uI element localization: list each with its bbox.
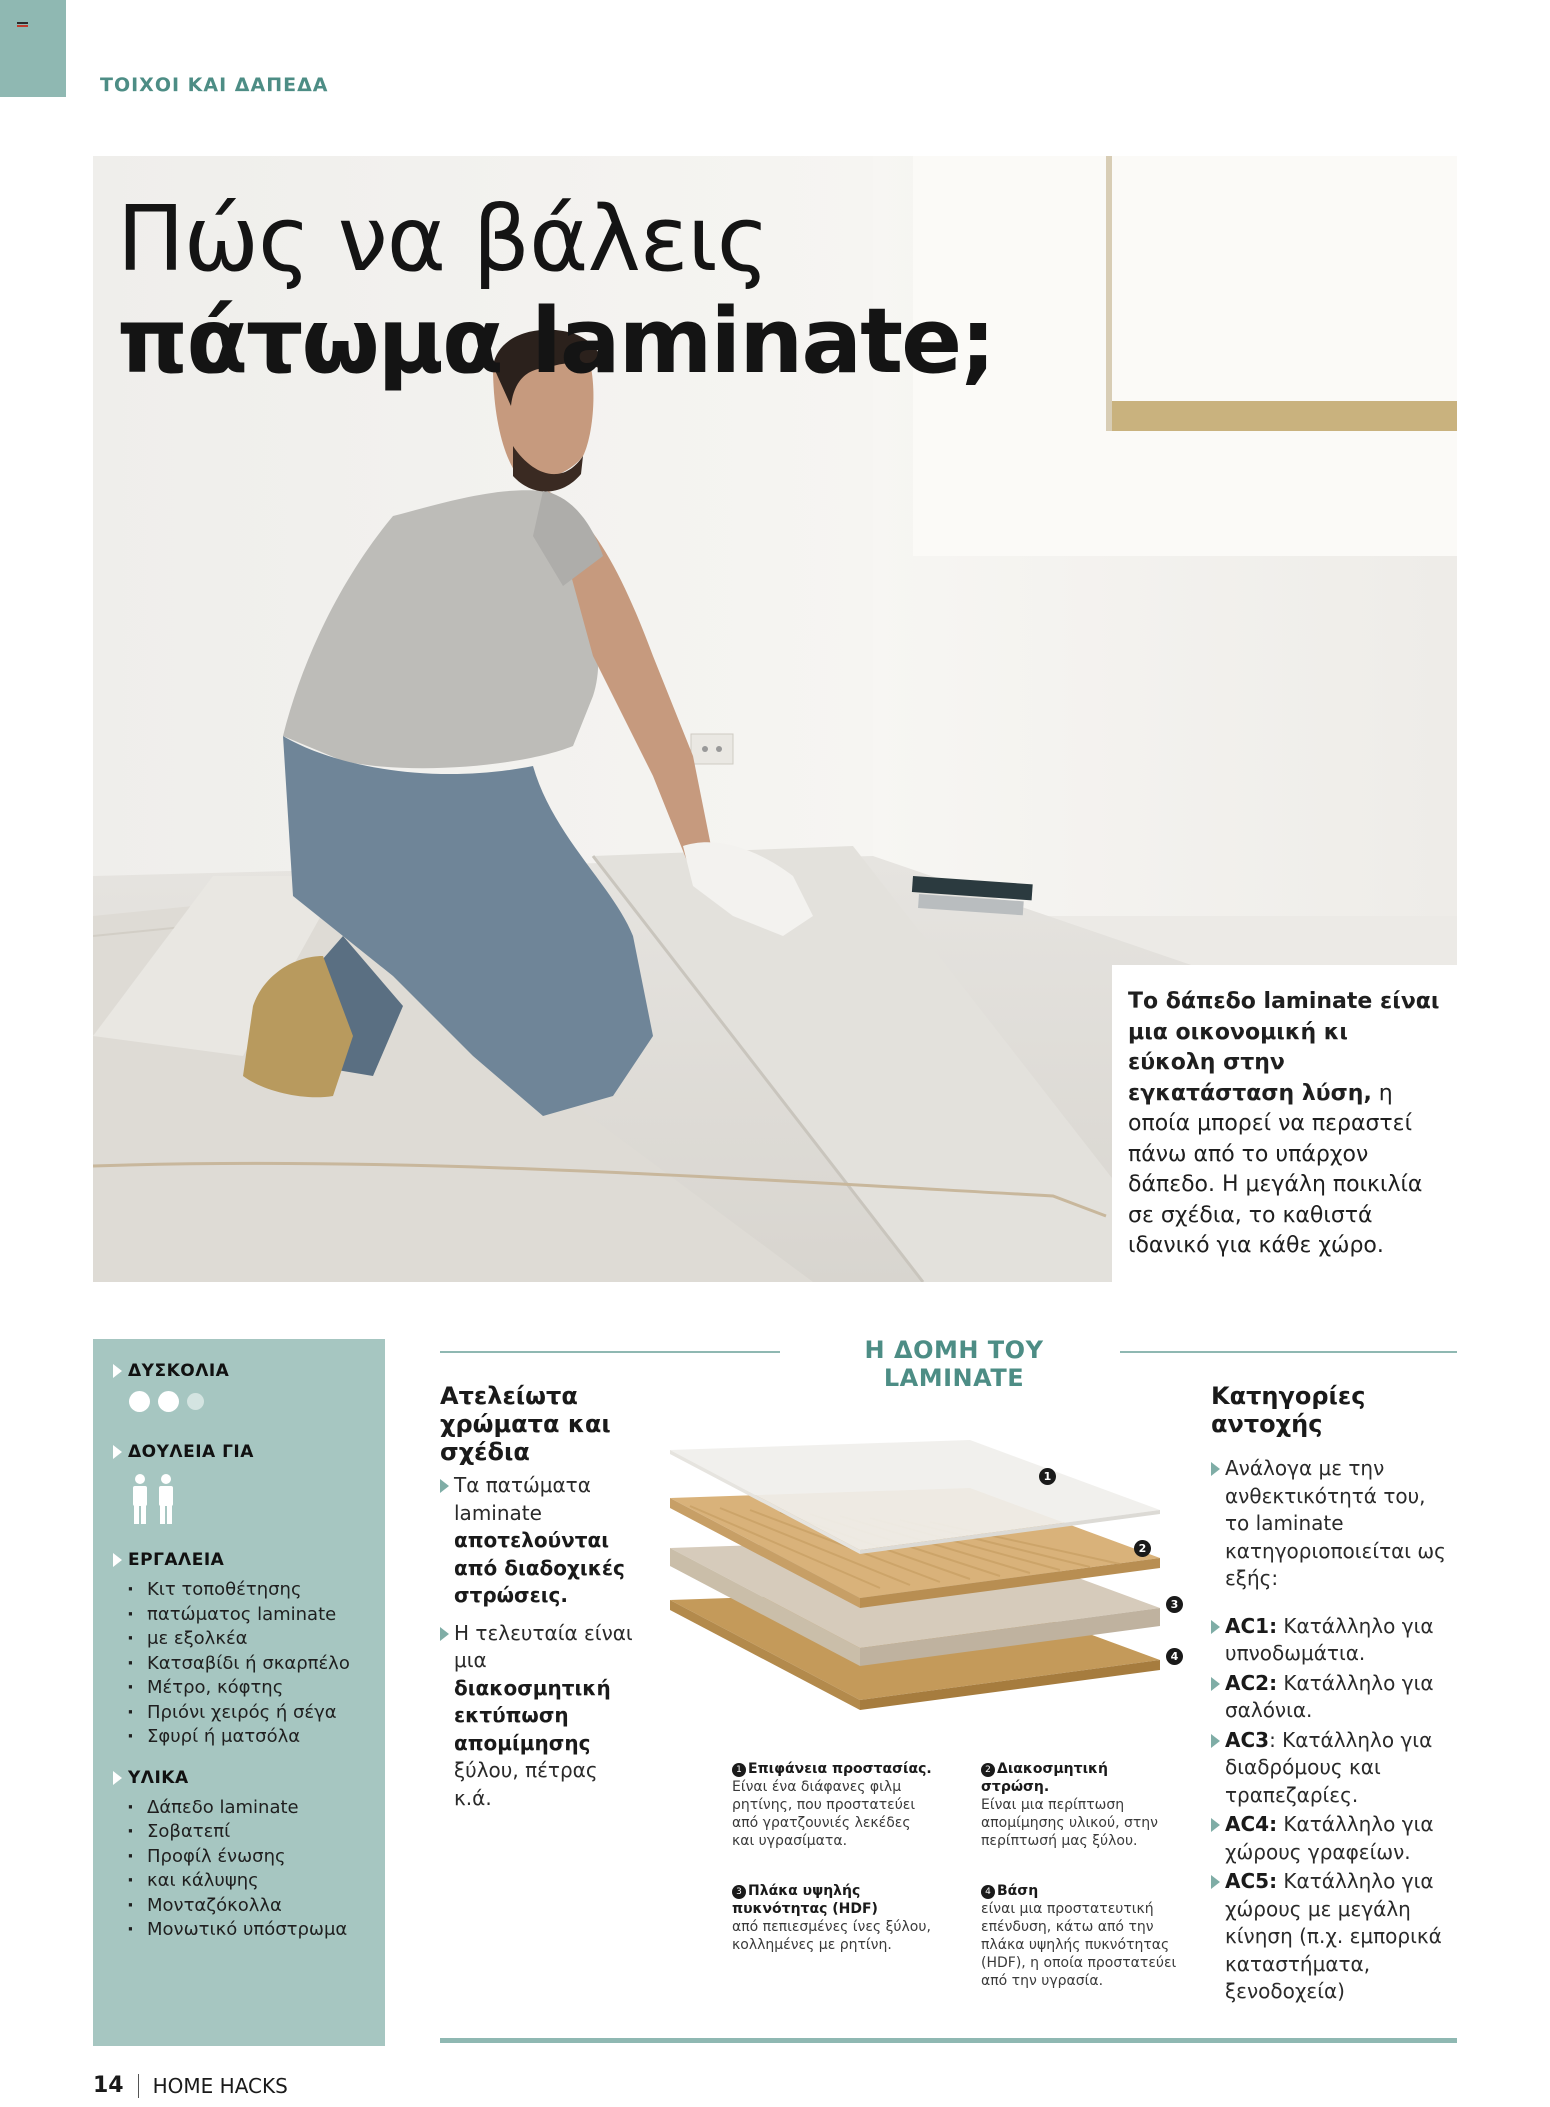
list-item: · Μονταζόκολλα: [127, 1894, 385, 1919]
caption-text: Είναι ένα διάφανες φιλμ ρητίνης, που προστατεύει από γρατζουνιές λεκέδες και υγρασίματα.: [732, 1779, 916, 1849]
bottom-rule: [440, 2038, 1457, 2043]
class-code: AC2:: [1225, 1670, 1278, 1695]
caption-title: Επιφάνεια προστασίας.: [748, 1761, 932, 1777]
class-code: AC5:: [1225, 1869, 1278, 1893]
list-item: · με εξολκέα: [127, 1627, 385, 1652]
triangle-bullet-icon: [1211, 1677, 1220, 1691]
triangle-bullet-icon: [440, 1479, 449, 1493]
sidebar-info: [93, 1339, 385, 2046]
person-icon: [131, 1474, 149, 1524]
difficulty-heading: [113, 1361, 385, 1381]
colors-text: [440, 1472, 640, 1822]
text-run: ξύλου, πέτρας κ.ά.: [454, 1758, 598, 1810]
caption-text: από πεπιεσμένες ίνες ξύλου, κολλημένες με ρητίνη.: [732, 1919, 931, 1953]
class-code: AC4:: [1225, 1812, 1278, 1836]
person-icon: [157, 1474, 175, 1524]
difficulty-dot-filled: [129, 1391, 150, 1412]
resistance-class: [1211, 1868, 1456, 2006]
triangle-bullet-icon: [113, 1771, 122, 1785]
caption-title: Διακοσμητική στρώση.: [981, 1761, 1108, 1795]
title-line-2: πάτωμα laminate;: [117, 289, 995, 394]
footer-divider: [138, 2074, 139, 2098]
caption-number: 1: [732, 1763, 746, 1777]
layer-caption-1: [732, 1760, 932, 1850]
work-for-label: ΔΟΥΛΕΙΑ ΓΙΑ: [128, 1442, 254, 1462]
layer-caption-4: [981, 1882, 1181, 1990]
list-item: · Προφίλ ένωσης: [127, 1845, 385, 1870]
page-number: 14: [93, 2073, 124, 2098]
list-item: · Δάπεδο laminate: [127, 1796, 385, 1821]
class-code: AC1:: [1225, 1613, 1278, 1638]
caption-number: 4: [981, 1885, 995, 1899]
difficulty-dot-filled: [158, 1391, 179, 1412]
caption-title: Βάση: [997, 1883, 1039, 1899]
text-run: Τα πατώματα laminate: [454, 1473, 591, 1525]
list-item: · Κιτ τοποθέτησης: [127, 1578, 385, 1603]
resistance-class: [1211, 1727, 1456, 1810]
triangle-bullet-icon: [1211, 1462, 1220, 1476]
layer-number-1: 1: [1039, 1468, 1056, 1485]
triangle-bullet-icon: [1211, 1818, 1220, 1832]
heading-line: χρώματα και: [440, 1410, 611, 1438]
section-label: ΤΟΙΧΟΙ ΚΑΙ ΔΑΠΕΔΑ: [100, 74, 329, 96]
difficulty-label: ΔΥΣΚΟΛΙΑ: [128, 1361, 230, 1381]
heading-line: Κατηγορίες: [1211, 1382, 1366, 1410]
class-code: AC3: [1225, 1727, 1270, 1752]
tools-heading: [113, 1550, 385, 1570]
heading-line: αντοχής: [1211, 1410, 1323, 1438]
page-footer: [93, 2073, 288, 2098]
materials-list: [127, 1796, 385, 1943]
list-item: · Σοβατεπί: [127, 1820, 385, 1845]
flag-mark: [17, 22, 28, 27]
hero-title: [117, 187, 995, 394]
work-for-heading: [113, 1442, 385, 1462]
materials-heading: [113, 1768, 385, 1788]
triangle-bullet-icon: [113, 1364, 122, 1378]
list-item: · Πριόνι χειρός ή σέγα: [127, 1701, 385, 1726]
intro-text: η οποία μπορεί να περαστεί πάνω από το υπάρχον δάπεδο. Η μεγάλη ποικιλία σε σχέδια, το καθιστά ιδανικό για κάθε χώρο.: [1128, 1080, 1423, 1258]
layer-number-2: 2: [1134, 1540, 1151, 1557]
paragraph: [440, 1472, 640, 1610]
layer-number-4: 4: [1166, 1648, 1183, 1665]
class-text: Κατάλληλο για σαλόνια.: [1225, 1670, 1434, 1722]
caption-number: 2: [981, 1763, 995, 1777]
resistance-class: [1211, 1811, 1456, 1866]
tools-label: ΕΡΓΑΛΕΙΑ: [128, 1550, 225, 1570]
heading-line: σχέδια: [440, 1438, 530, 1466]
resistance-text: [1211, 1455, 1456, 2008]
title-line-1: Πώς να βάλεις: [117, 187, 769, 292]
intro-box: [1112, 965, 1457, 1282]
text-run: Η τελευταία είναι μια: [454, 1620, 633, 1672]
difficulty-rating: [129, 1391, 385, 1412]
list-item: · Μέτρο, κόφτης: [127, 1676, 385, 1701]
triangle-bullet-icon: [1211, 1620, 1220, 1634]
caption-text: είναι μια προστατευτική επένδυση, κάτω από την πλάκα υψηλής πυκνότητας (HDF), η οποία προστατεύει από την υγρασία.: [981, 1901, 1177, 1989]
materials-label: ΥΛΙΚΑ: [128, 1767, 189, 1788]
list-item: · Μονωτικό υπόστρωμα: [127, 1918, 385, 1943]
class-text: : Κατάλληλο για διαδρόμους και τραπεζαρίες.: [1225, 1727, 1433, 1807]
title-rule-right: [1120, 1351, 1457, 1353]
text-run-bold: διακοσμητική εκτύπωση απομίμησης: [454, 1675, 611, 1755]
caption-title: Πλάκα υψηλής πυκνότητας (HDF): [732, 1883, 878, 1917]
paragraph: [1211, 1455, 1456, 1593]
triangle-bullet-icon: [113, 1553, 122, 1567]
intro-bold: Το δάπεδο laminate είναι μια οικονομική κι εύκολη στην εγκατάσταση λύση,: [1128, 989, 1440, 1106]
tools-list: [127, 1578, 385, 1750]
triangle-bullet-icon: [1211, 1875, 1220, 1889]
layer-caption-2: [981, 1760, 1181, 1850]
colors-heading: [440, 1382, 611, 1466]
list-item: · και κάλυψης: [127, 1869, 385, 1894]
laminate-layers-diagram: [670, 1440, 1190, 1744]
triangle-bullet-icon: [440, 1627, 449, 1641]
text-run: Ανάλογα με την ανθεκτικότητά του, το laminate κατηγοριοποιείται ως εξής:: [1225, 1456, 1446, 1590]
corner-tab: [0, 0, 66, 97]
layer-caption-3: [732, 1882, 932, 1954]
title-rule-left: [440, 1351, 780, 1353]
layer-number-3: 3: [1166, 1596, 1183, 1613]
list-item: · Κατσαβίδι ή σκαρπέλο: [127, 1652, 385, 1677]
caption-number: 3: [732, 1885, 746, 1899]
triangle-bullet-icon: [113, 1445, 122, 1459]
text-run-bold: αποτελούνται από διαδοχικές στρώσεις.: [454, 1528, 625, 1607]
list-item: · πατώματος laminate: [127, 1603, 385, 1628]
resistance-class: [1211, 1613, 1456, 1668]
class-text: Κατάλληλο για χώρους με μεγάλη κίνηση (π.χ. εμπορικά καταστήματα, ξενοδοχεία): [1225, 1869, 1442, 2003]
difficulty-dot-empty: [187, 1393, 204, 1410]
structure-title: Η ΔΟΜΗ ΤΟΥ LAMINATE: [864, 1336, 1044, 1392]
class-text: Κατάλληλο για χώρους γραφείων.: [1225, 1812, 1434, 1864]
layers-illustration: [670, 1440, 1190, 1740]
heading-line: Ατελείωτα: [440, 1382, 578, 1410]
hero-photo: [93, 156, 1457, 1282]
people-icons: [131, 1474, 385, 1524]
triangle-bullet-icon: [1211, 1734, 1220, 1748]
resistance-heading: [1211, 1382, 1365, 1438]
caption-text: Είναι μια περίπτωση απομίμησης υλικού, στην περίπτωσή μας ξύλου.: [981, 1797, 1158, 1849]
class-text: Κατάλληλο για υπνοδωμάτια.: [1225, 1613, 1434, 1665]
paragraph: [440, 1620, 640, 1813]
list-item: · Σφυρί ή ματσόλα: [127, 1725, 385, 1750]
resistance-class: [1211, 1670, 1456, 1725]
magazine-name: HOME HACKS: [152, 2073, 288, 2098]
